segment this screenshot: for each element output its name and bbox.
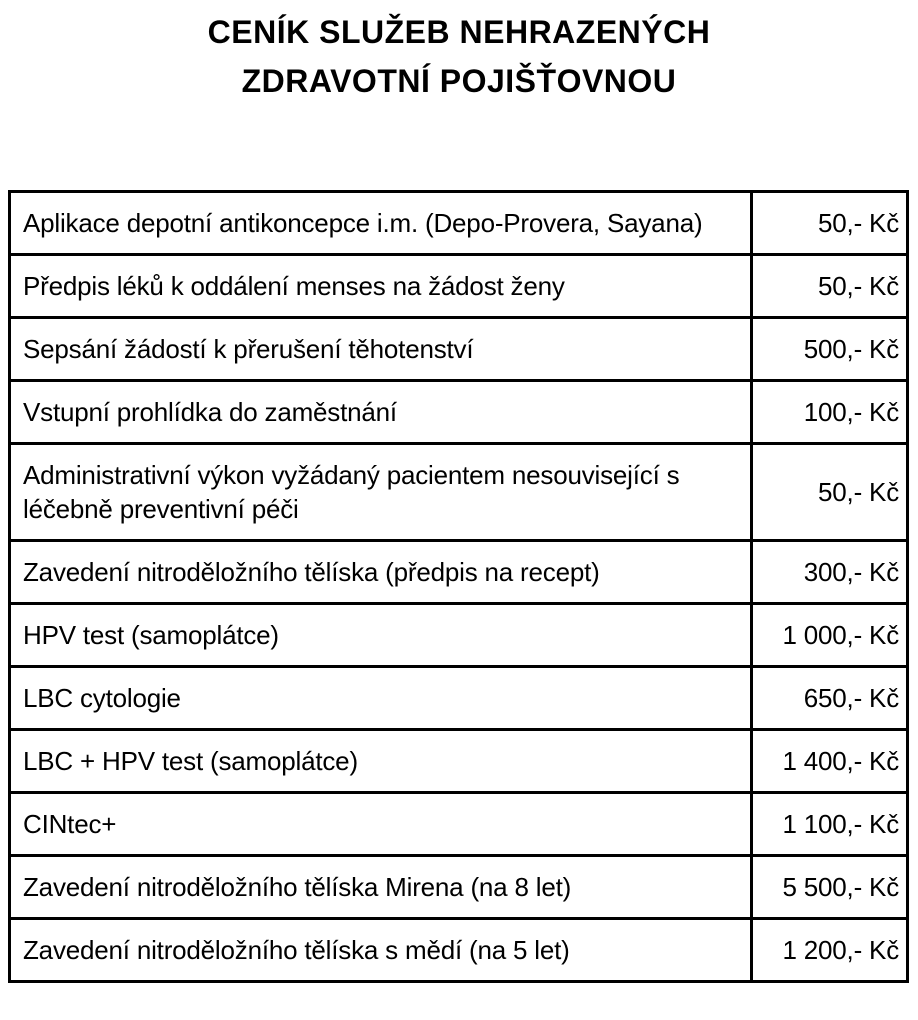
- service-label: LBC + HPV test (samoplátce): [23, 746, 358, 776]
- price-value: 100,- Kč: [803, 396, 899, 427]
- table-row: [10, 255, 908, 318]
- document-title-line-2: ZDRAVOTNÍ POJIŠŤOVNOU: [241, 63, 677, 99]
- price-cell: [752, 381, 908, 444]
- price-value: 1 400,- Kč: [782, 745, 899, 776]
- price-cell: [752, 318, 908, 381]
- service-cell: [10, 192, 752, 255]
- price-cell: [752, 667, 908, 730]
- price-cell: [752, 541, 908, 604]
- price-cell: [752, 856, 908, 919]
- service-label: Administrativní výkon vyžádaný pacientem nesouvisející s léčebně preventivní péči: [23, 460, 680, 524]
- price-cell: [752, 255, 908, 318]
- table-row: [10, 541, 908, 604]
- service-cell: [10, 667, 752, 730]
- service-cell: [10, 381, 752, 444]
- price-value: 1 000,- Kč: [782, 619, 899, 650]
- price-value: 50,- Kč: [818, 270, 899, 301]
- service-cell: [10, 541, 752, 604]
- price-value: 50,- Kč: [818, 207, 899, 238]
- service-label: Předpis léků k oddálení menses na žádost ženy: [23, 271, 565, 301]
- document-title-line-1: CENÍK SLUŽEB NEHRAZENÝCH: [207, 14, 711, 50]
- price-value: 1 100,- Kč: [782, 808, 899, 839]
- table-row: [10, 730, 908, 793]
- service-cell: [10, 255, 752, 318]
- document-title: [0, 8, 918, 106]
- table-row: [10, 444, 908, 541]
- price-table-body: [10, 192, 908, 982]
- service-label: LBC cytologie: [23, 683, 181, 713]
- price-value: 650,- Kč: [803, 682, 899, 713]
- service-label: Aplikace depotní antikoncepce i.m. (Depo-Provera, Sayana): [23, 208, 703, 238]
- table-row: [10, 793, 908, 856]
- table-row: [10, 667, 908, 730]
- table-row: [10, 318, 908, 381]
- service-cell: [10, 730, 752, 793]
- price-value: 50,- Kč: [818, 476, 899, 507]
- price-cell: [752, 793, 908, 856]
- service-cell: [10, 318, 752, 381]
- service-label: Zavedení nitroděložního tělíska Mirena (na 8 let): [23, 872, 572, 902]
- service-label: Zavedení nitroděložního tělíska s mědí (na 5 let): [23, 935, 570, 965]
- service-cell: [10, 856, 752, 919]
- price-cell: [752, 192, 908, 255]
- price-cell: [752, 919, 908, 982]
- table-row: [10, 919, 908, 982]
- price-table: [8, 190, 909, 983]
- price-value: 5 500,- Kč: [782, 871, 899, 902]
- service-label: HPV test (samoplátce): [23, 620, 279, 650]
- service-cell: [10, 444, 752, 541]
- price-value: 500,- Kč: [803, 333, 899, 364]
- service-label: Vstupní prohlídka do zaměstnání: [23, 397, 397, 427]
- table-row: [10, 856, 908, 919]
- price-cell: [752, 444, 908, 541]
- table-row: [10, 192, 908, 255]
- price-cell: [752, 604, 908, 667]
- service-label: Zavedení nitroděložního tělíska (předpis na recept): [23, 557, 600, 587]
- service-label: Sepsání žádostí k přerušení těhotenství: [23, 334, 474, 364]
- service-cell: [10, 919, 752, 982]
- table-row: [10, 604, 908, 667]
- service-cell: [10, 604, 752, 667]
- price-value: 300,- Kč: [803, 556, 899, 587]
- service-cell: [10, 793, 752, 856]
- price-cell: [752, 730, 908, 793]
- table-row: [10, 381, 908, 444]
- service-label: CINtec+: [23, 809, 117, 839]
- price-value: 1 200,- Kč: [782, 934, 899, 965]
